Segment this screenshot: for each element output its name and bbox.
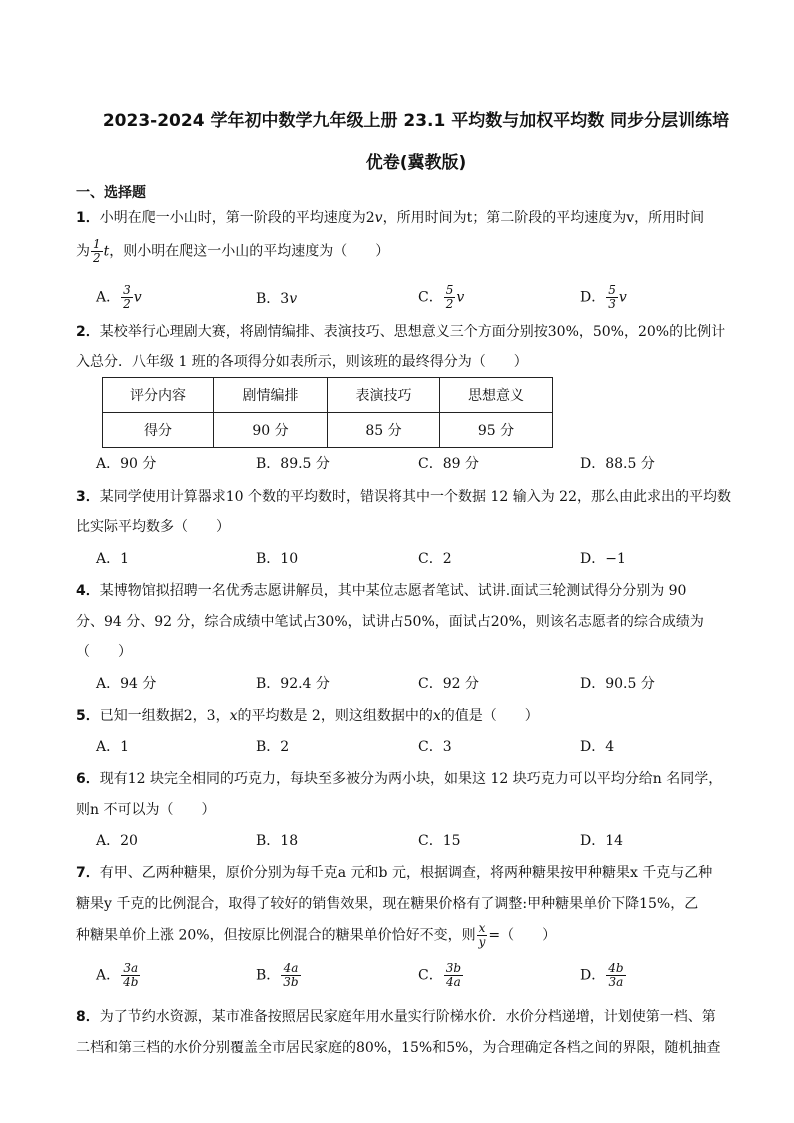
- q4-option-a[interactable]: A．94 分: [96, 676, 157, 692]
- q6-option-a[interactable]: A．20: [96, 833, 138, 849]
- section-heading: 一、选择题: [76, 185, 146, 201]
- table-header-cell: 剧情编排: [214, 378, 328, 413]
- q1-options: [96, 283, 736, 311]
- q1-fraction: $\frac{1}{2}$: [93, 237, 101, 265]
- q6-line-1: 6．现有12 块完全相同的巧克力，每块至多被分为两小块，如果这 12 块巧克力可以平均分给n 名同学，: [76, 771, 723, 787]
- table-cell: 得分: [103, 413, 214, 448]
- q5-option-c[interactable]: C．3: [418, 739, 452, 755]
- table-cell: 90 分: [214, 413, 328, 448]
- q7-number: 7．: [76, 865, 100, 881]
- q3-number: 3．: [76, 489, 100, 505]
- q7-option-a[interactable]: A． $\frac{3a}{4b}$: [96, 961, 139, 989]
- q4-number: 4．: [76, 583, 100, 599]
- q4-line-3: （ ）: [76, 644, 132, 660]
- q6-option-b[interactable]: B．18: [256, 833, 299, 849]
- q1-option-a[interactable]: A． $\frac{3}{2}$ v: [96, 283, 142, 311]
- q3-options: [96, 548, 736, 570]
- q1-line-1: 1．小明在爬一小山时，第一阶段的平均速度为2v，所用时间为t；第二阶段的平均速度为v，所用时间: [76, 210, 705, 226]
- q6-option-c[interactable]: C．15: [418, 833, 461, 849]
- q7-options: [96, 961, 736, 989]
- q7-option-b[interactable]: B． $\frac{4a}{3b}$: [256, 961, 299, 989]
- q3-option-b[interactable]: B．10: [256, 551, 299, 567]
- q2-option-c[interactable]: C．89 分: [418, 456, 479, 472]
- q5-line-1: 5．已知一组数据2，3，x的平均数是 2，则这组数据中的x的值是（ ）: [76, 708, 539, 724]
- table-cell: 85 分: [328, 413, 440, 448]
- q7-line-2: 糖果y 千克的比例混合，取得了较好的销售效果，现在糖果价格有了调整:甲种糖果单价下降15%，乙: [76, 896, 699, 912]
- q1-option-d[interactable]: D． $\frac{5}{3}$ v: [580, 283, 627, 311]
- table-header-row: [103, 378, 553, 413]
- q4-option-d[interactable]: D．90.5 分: [580, 676, 655, 692]
- score-table: [102, 377, 553, 448]
- q5-option-d[interactable]: D．4: [580, 739, 615, 755]
- q3-line-1: 3．某同学使用计算器求10 个数的平均数时，错误将其中一个数据 12 输入为 22，那么由此求出的平均数: [76, 489, 731, 505]
- q3-option-c[interactable]: C．2: [418, 551, 452, 567]
- q5-number: 5．: [76, 708, 100, 724]
- q2-option-d[interactable]: D．88.5 分: [580, 456, 655, 472]
- q7-fraction: $\frac{x}{y}$: [478, 921, 486, 949]
- q2-option-a[interactable]: A．90 分: [96, 456, 157, 472]
- document-title-line-1: 2023-2024 学年初中数学九年级上册 23.1 平均数与加权平均数 同步分层训练培: [102, 111, 730, 131]
- q2-option-b[interactable]: B．89.5 分: [256, 456, 330, 472]
- q5-option-a[interactable]: A．1: [96, 739, 130, 755]
- q8-line-1: 8．为了节约水资源，某市准备按照居民家庭年用水量实行阶梯水价．水价分档递增，计划使第一档、第: [76, 1009, 716, 1025]
- q6-line-2: 则n 不可以为（ ）: [76, 802, 216, 818]
- q1-line-2: 为 $\frac{1}{2}$ t，则小明在爬这一小山的平均速度为（ ）: [76, 237, 390, 265]
- q4-line-1: 4．某博物馆拟招聘一名优秀志愿讲解员，其中某位志愿者笔试、试讲.面试三轮测试得分分别为 90: [76, 583, 687, 599]
- q4-option-c[interactable]: C．92 分: [418, 676, 479, 692]
- table-header-cell: 表演技巧: [328, 378, 440, 413]
- q4-line-2: 分、94 分、92 分，综合成绩中笔试占30%，试讲占50%，面试占20%，则该名志愿者的综合成绩为: [76, 614, 704, 630]
- table-header-cell: 评分内容: [103, 378, 214, 413]
- q3-line-2: 比实际平均数多（ ）: [76, 519, 230, 535]
- table-header-cell: 思想意义: [440, 378, 553, 413]
- document-title-line-2: 优卷(冀教版): [365, 153, 467, 173]
- q2-line-2: 入总分．八年级 1 班的各项得分如表所示，则该班的最终得分为（ ）: [76, 354, 528, 370]
- q7-line-1: 7．有甲、乙两种糖果，原价分别为每千克a 元和b 元，根据调查，将两种糖果按甲种糖果x 千克与乙种: [76, 865, 713, 881]
- q6-option-d[interactable]: D．14: [580, 833, 624, 849]
- q3-option-d[interactable]: D．−1: [580, 551, 626, 567]
- q3-option-a[interactable]: A．1: [96, 551, 130, 567]
- q8-number: 8．: [76, 1009, 100, 1025]
- q4-option-b[interactable]: B．92.4 分: [256, 676, 330, 692]
- q2-line-1: 2．某校举行心理剧大赛，将剧情编排、表演技巧、思想意义三个方面分别按30%，50%，20%的比例计: [76, 324, 726, 340]
- q7-line-3: 种糖果单价上涨 20%，但按原比例混合的糖果单价恰好不变，则 $\frac{x}{y}$ =（ ）: [76, 921, 557, 949]
- q2-options: [96, 453, 736, 475]
- q5-options: [96, 736, 736, 758]
- table-row: [103, 413, 553, 448]
- q6-options: [96, 830, 736, 852]
- q7-option-d[interactable]: D． $\frac{4b}{3a}$: [580, 961, 624, 989]
- q6-number: 6．: [76, 771, 100, 787]
- q8-line-2: 二档和第三档的水价分别覆盖全市居民家庭的80%，15%和5%，为合理确定各档之间的界限，随机抽查: [76, 1040, 721, 1056]
- q1-number: 1．: [76, 210, 100, 226]
- q5-option-b[interactable]: B．2: [256, 739, 290, 755]
- q7-option-c[interactable]: C． $\frac{3b}{4a}$: [418, 961, 462, 989]
- q1-option-b[interactable]: B．3v: [256, 291, 298, 307]
- q1-option-c[interactable]: C． $\frac{5}{2}$ v: [418, 283, 465, 311]
- q4-options: [96, 673, 736, 695]
- q2-number: 2．: [76, 324, 100, 340]
- table-cell: 95 分: [440, 413, 553, 448]
